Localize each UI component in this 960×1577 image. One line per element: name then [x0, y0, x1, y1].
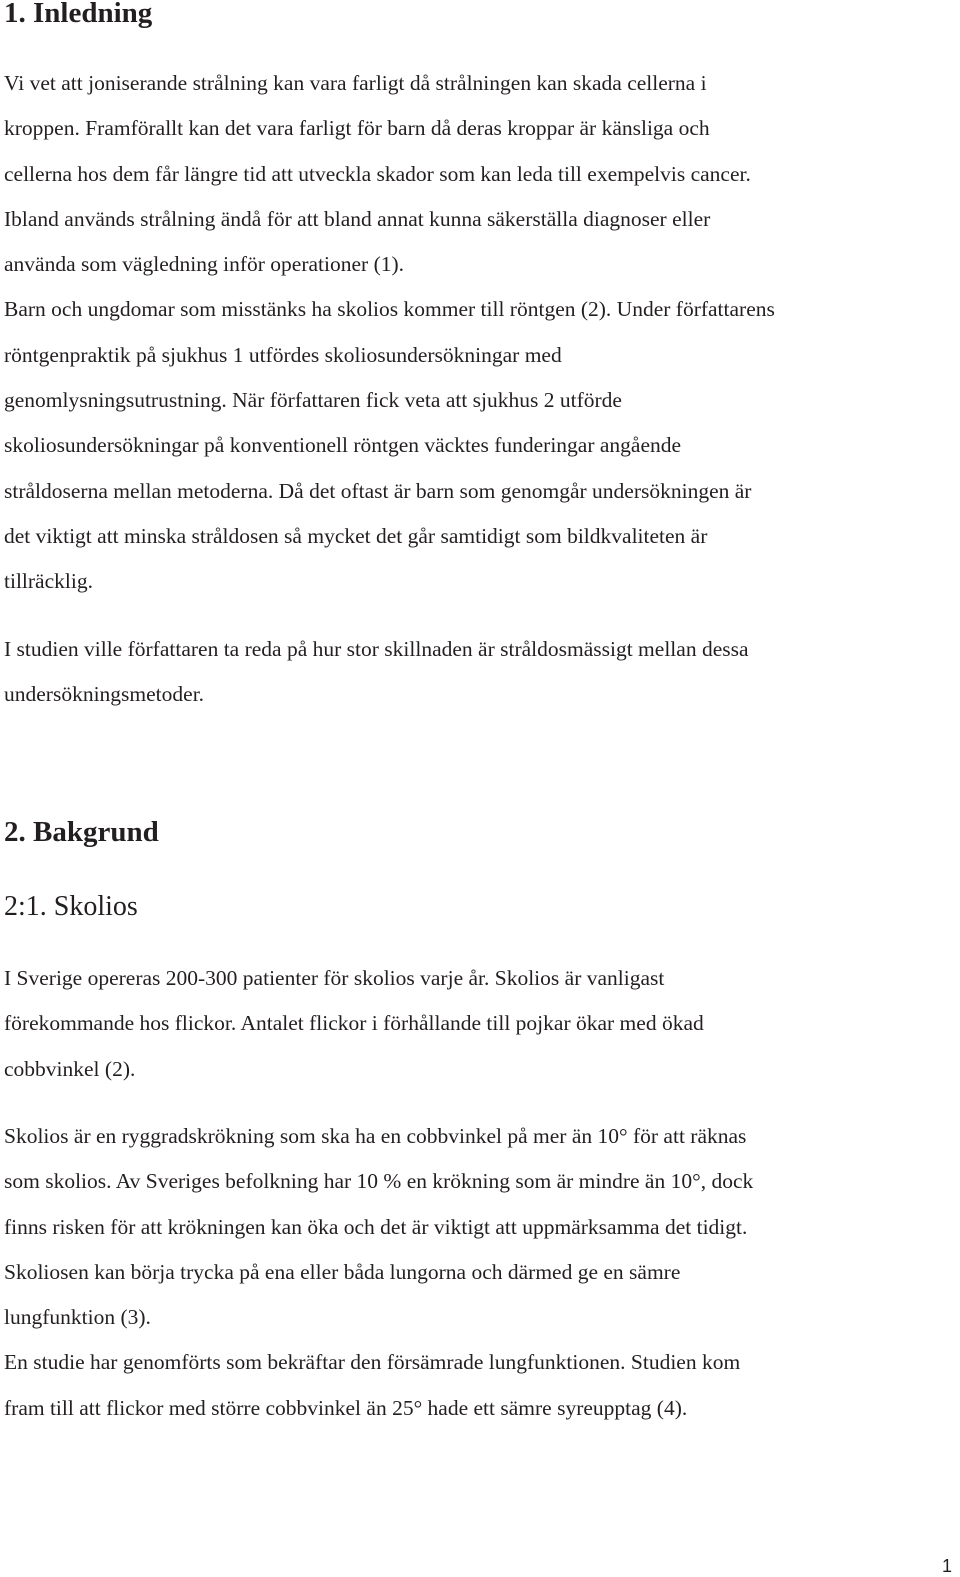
text-line: I studien ville författaren ta reda på hur stor skillnaden är stråldosmässigt mellan dessa [4, 637, 749, 661]
background-paragraph-1 [4, 956, 704, 1092]
text-line: En studie har genomförts som bekräftar den försämrade lungfunktionen. Studien kom [4, 1350, 741, 1375]
text-line: Skolios är en ryggradskrökning som ska ha en cobbvinkel på mer än 10° för att räknas [4, 1124, 747, 1148]
text-line: som skolios. Av Sveriges befolkning har 10 % en krökning som är mindre än 10°, dock [4, 1169, 754, 1194]
background-paragraph-2 [4, 1114, 753, 1431]
text-line: Ibland används strålning ändå för att bland annat kunna säkerställa diagnoser eller [4, 206, 711, 231]
text-line: stråldoserna mellan metoderna. Då det oftast är barn som genomgår undersökningen är [4, 478, 752, 503]
page-number: 1 [941, 1556, 952, 1576]
text-line: fram till att flickor med större cobbvinkel än 25° hade ett sämre syreupptag (4). [4, 1395, 688, 1420]
section-heading-bakgrund: 2. Bakgrund [4, 816, 159, 848]
section-heading-inledning: 1. Inledning [4, 0, 153, 29]
text-line: Barn och ungdomar som misstänks ha skolios kommer till röntgen (2). Under författarens [4, 297, 775, 322]
text-line: cellerna hos dem får längre tid att utveckla skador som kan leda till exempelvis cancer. [4, 161, 751, 186]
text-line: undersökningsmetoder. [4, 682, 205, 707]
text-line: använda som vägledning inför operationer (1). [4, 252, 405, 277]
intro-paragraph-2 [4, 627, 749, 718]
intro-paragraph-1 [4, 61, 775, 605]
text-line: kroppen. Framförallt kan det vara farligt för barn då deras kroppar är känsliga och [4, 116, 710, 141]
text-line: röntgenpraktik på sjukhus 1 utfördes skoliosundersökningar med [4, 342, 562, 367]
text-line: genomlysningsutrustning. När författaren fick veta att sjukhus 2 utförde [4, 388, 622, 413]
text-line: förekommande hos flickor. Antalet flickor i förhållande till pojkar ökar med ökad [4, 1011, 704, 1036]
text-line: lungfunktion (3). [4, 1305, 151, 1330]
text-line: det viktigt att minska stråldosen så mycket det går samtidigt som bildkvaliteten är [4, 523, 708, 548]
text-line: tillräcklig. [4, 569, 93, 594]
text-line: skoliosundersökningar på konventionell röntgen väcktes funderingar angående [4, 433, 682, 458]
text-line: finns risken för att krökningen kan öka och det är viktigt att uppmärksamma det tidigt. [4, 1214, 748, 1239]
text-line: I Sverige opereras 200-300 patienter för skolios varje år. Skolios är vanligast [4, 966, 665, 990]
text-line: Vi vet att joniserande strålning kan vara farligt då strålningen kan skada cellerna i [4, 71, 707, 95]
subsection-heading-skolios: 2:1. Skolios [4, 891, 138, 922]
text-line: Skoliosen kan börja trycka på ena eller båda lungorna och därmed ge en sämre [4, 1259, 681, 1284]
text-line: cobbvinkel (2). [4, 1056, 136, 1081]
